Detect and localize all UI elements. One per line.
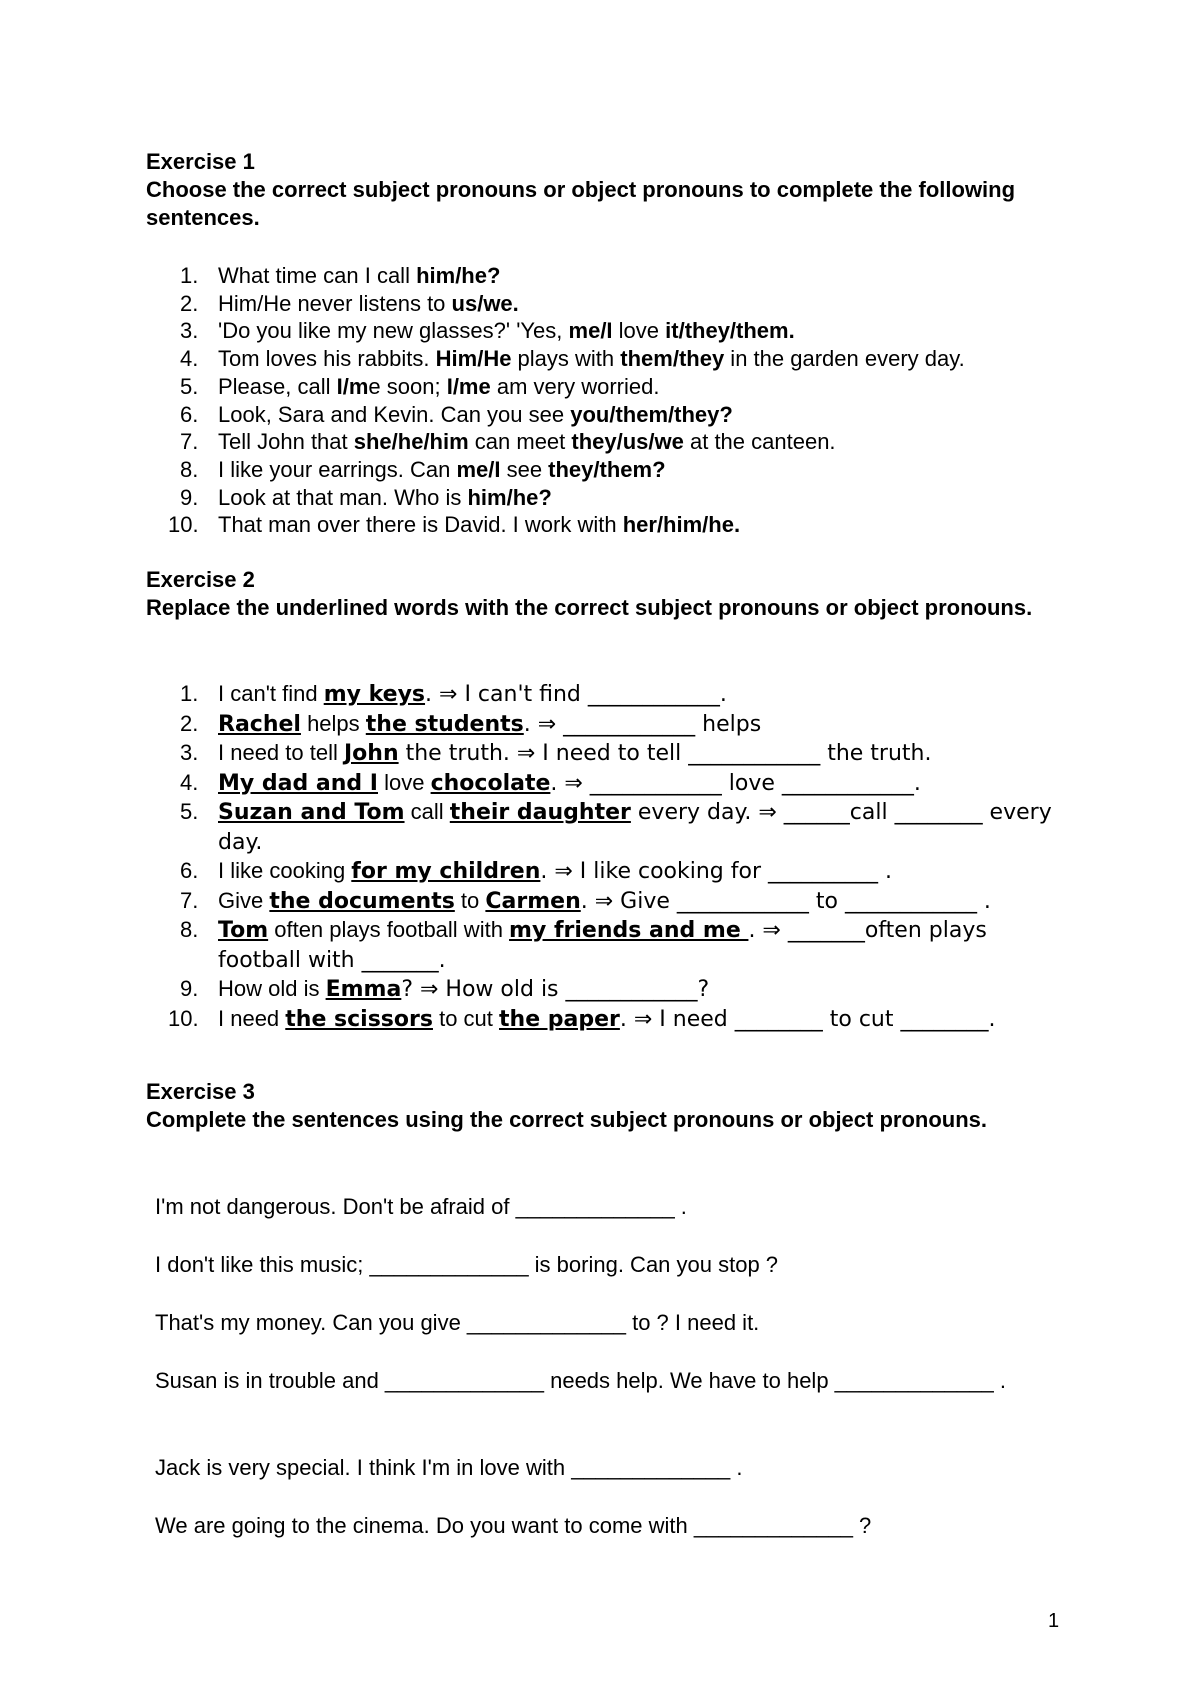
exercise2-item bbox=[146, 857, 1066, 887]
item-text-segment: I can't find bbox=[218, 681, 324, 706]
item-text-segment: love bbox=[612, 318, 666, 344]
item-text-segment: Tell John that bbox=[218, 429, 354, 455]
exercise1-item bbox=[146, 373, 1066, 401]
exercise1-item bbox=[146, 401, 1066, 429]
item-number: 10. bbox=[168, 1005, 199, 1031]
item-text-segment: I need bbox=[218, 1005, 286, 1031]
page-number: 1 bbox=[1048, 1610, 1060, 1632]
exercise2-item bbox=[146, 769, 1066, 799]
exercise1-item bbox=[146, 317, 1066, 345]
exercise-2-heading: Exercise 2 bbox=[146, 567, 255, 592]
exercise-3-instruction: Complete the sentences using the correct subject pronouns or object pronouns. bbox=[146, 1107, 988, 1132]
item-text-segment: often plays football with bbox=[268, 917, 510, 942]
item-text-segment: Him/He bbox=[435, 346, 512, 372]
exercise1-item bbox=[146, 262, 1066, 290]
item-text-segment: helps bbox=[300, 710, 366, 736]
item-text-segment: Look at that man. Who is bbox=[218, 484, 468, 510]
item-text-segment: she/he/him bbox=[353, 429, 469, 455]
item-number: 9. bbox=[180, 484, 199, 510]
item-text-segment: it/they/them. bbox=[665, 318, 795, 344]
item-text-segment: they/them? bbox=[548, 456, 666, 482]
item-text-segment: How old is bbox=[218, 976, 326, 1001]
item-text-segment: the truth. ⇒ I need to tell ____________ the truth. bbox=[398, 741, 932, 766]
item-text-segment: to bbox=[454, 887, 486, 913]
item-text-segment: to cut bbox=[432, 1005, 500, 1031]
item-text-segment: I need to tell bbox=[218, 740, 344, 765]
item-text-segment: him/he? bbox=[416, 263, 501, 288]
item-text-segment: they/us/we bbox=[571, 429, 684, 455]
exercise2-item bbox=[146, 887, 1066, 917]
item-text-segment: you/them/they? bbox=[570, 401, 733, 427]
item-number: 6. bbox=[180, 858, 199, 883]
exercise-2-list bbox=[146, 680, 1066, 1034]
exercise-1-header bbox=[146, 148, 1046, 232]
exercise1-item bbox=[146, 345, 1066, 373]
item-text-segment: Please, call bbox=[218, 373, 337, 399]
exercise2-item bbox=[146, 916, 1066, 975]
item-text-segment: My dad and I bbox=[218, 770, 378, 796]
item-text-segment: Tom loves his rabbits. bbox=[218, 346, 436, 372]
exercise2-item bbox=[146, 975, 1066, 1005]
item-text-segment: every day. ⇒ ______call ________ every day. bbox=[218, 800, 1052, 855]
exercise1-item bbox=[146, 428, 1066, 456]
item-text-segment: Carmen bbox=[485, 888, 581, 914]
item-text-segment: me/I bbox=[456, 456, 501, 482]
exercise-1-heading: Exercise 1 bbox=[146, 149, 255, 174]
exercise-3-sentence: Susan is in trouble and _____________ needs help. We have to help _____________ . bbox=[155, 1368, 1006, 1393]
exercise-1-instruction: Choose the correct subject pronouns or object pronouns to complete the following sentences. bbox=[146, 177, 1016, 230]
item-text-segment: Emma bbox=[325, 977, 402, 1002]
exercise-3-header bbox=[146, 1078, 1046, 1134]
item-text-segment: them/they bbox=[620, 346, 725, 372]
exercise2-item bbox=[146, 739, 1066, 769]
item-text-segment: . ⇒ I need ________ to cut ________. bbox=[619, 1006, 996, 1032]
item-text-segment: us/we. bbox=[451, 290, 519, 316]
item-number: 1. bbox=[180, 263, 199, 288]
item-text-segment: call bbox=[404, 799, 450, 824]
item-text-segment: e soon; bbox=[368, 373, 447, 399]
exercise-3-sentence: We are going to the cinema. Do you want to come with _____________ ? bbox=[155, 1513, 872, 1538]
item-text-segment: the scissors bbox=[285, 1006, 433, 1032]
exercise1-item bbox=[146, 511, 1066, 539]
item-text-segment: I/m bbox=[336, 373, 369, 399]
item-text-segment: at the canteen. bbox=[683, 429, 836, 455]
exercise1-item bbox=[146, 484, 1066, 512]
item-text-segment: me/I bbox=[568, 318, 613, 344]
item-text-segment: my keys bbox=[323, 682, 426, 707]
exercise1-item bbox=[146, 290, 1066, 318]
item-text-segment: That man over there is David. I work with bbox=[218, 512, 623, 538]
exercise2-item bbox=[146, 1005, 1066, 1035]
item-text-segment: ? ⇒ How old is ____________? bbox=[401, 977, 710, 1002]
item-text-segment: in the garden every day. bbox=[724, 346, 965, 372]
item-text-segment: my friends and me bbox=[509, 918, 749, 943]
item-text-segment: chocolate bbox=[430, 770, 551, 796]
item-text-segment: I like your earrings. Can bbox=[218, 456, 457, 482]
item-number: 7. bbox=[180, 887, 199, 913]
exercise-3-sentence: I'm not dangerous. Don't be afraid of _____________ . bbox=[155, 1194, 687, 1219]
item-number: 6. bbox=[180, 401, 199, 427]
item-text-segment: . ⇒ _______often plays football with _______. bbox=[218, 918, 987, 973]
exercise-3-heading: Exercise 3 bbox=[146, 1079, 255, 1104]
item-number: 9. bbox=[180, 976, 199, 1001]
item-text-segment: Give bbox=[218, 887, 270, 913]
item-number: 5. bbox=[180, 799, 199, 824]
item-text-segment: . ⇒ I can't find ____________. bbox=[425, 682, 727, 707]
exercise-2-header bbox=[146, 566, 1046, 622]
item-text-segment: her/him/he. bbox=[622, 512, 741, 538]
item-text-segment: John bbox=[343, 741, 399, 766]
item-number: 3. bbox=[180, 740, 199, 765]
item-text-segment: . ⇒ ____________ helps bbox=[523, 711, 762, 737]
item-text-segment: their daughter bbox=[449, 800, 631, 825]
item-text-segment: I like cooking bbox=[218, 858, 352, 883]
item-text-segment: plays with bbox=[511, 346, 621, 372]
item-text-segment: the students bbox=[365, 711, 524, 737]
item-number: 1. bbox=[180, 681, 199, 706]
item-text-segment: . ⇒ Give ____________ to ____________ . bbox=[580, 888, 991, 914]
exercise2-item bbox=[146, 710, 1066, 740]
item-text-segment: the documents bbox=[269, 888, 455, 914]
item-text-segment: Suzan and Tom bbox=[218, 800, 405, 825]
item-text-segment: 'Do you like my new glasses?' 'Yes, bbox=[218, 318, 569, 344]
item-text-segment: I/me bbox=[446, 373, 491, 399]
item-text-segment: can meet bbox=[468, 429, 572, 455]
item-number: 2. bbox=[180, 290, 199, 316]
item-text-segment: . ⇒ ____________ love ____________. bbox=[550, 770, 921, 796]
item-text-segment: him/he? bbox=[467, 484, 552, 510]
exercise-3-sentence: I don't like this music; _____________ is boring. Can you stop ? bbox=[155, 1252, 779, 1277]
item-number: 4. bbox=[180, 769, 199, 795]
item-number: 3. bbox=[180, 318, 199, 344]
item-number: 10. bbox=[168, 512, 199, 538]
item-number: 8. bbox=[180, 917, 199, 942]
item-number: 4. bbox=[180, 346, 199, 372]
item-text-segment: Look, Sara and Kevin. Can you see bbox=[218, 401, 571, 427]
item-number: 2. bbox=[180, 710, 199, 736]
item-text-segment: for my children bbox=[351, 859, 541, 884]
item-number: 7. bbox=[180, 429, 199, 455]
item-text-segment: see bbox=[500, 456, 549, 482]
item-number: 8. bbox=[180, 456, 199, 482]
exercise2-item bbox=[146, 798, 1066, 857]
item-text-segment: Him/He never listens to bbox=[218, 290, 452, 316]
item-text-segment: am very worried. bbox=[490, 373, 660, 399]
item-text-segment: the paper bbox=[499, 1006, 620, 1032]
item-text-segment: love bbox=[378, 769, 431, 795]
exercise-1-list bbox=[146, 262, 1066, 539]
exercise-3-sentence: Jack is very special. I think I'm in love with _____________ . bbox=[155, 1455, 743, 1480]
item-number: 5. bbox=[180, 373, 199, 399]
exercise-2-instruction: Replace the underlined words with the correct subject pronouns or object pronouns. bbox=[146, 595, 1033, 620]
exercise2-item bbox=[146, 680, 1066, 710]
item-text-segment: . ⇒ I like cooking for __________ . bbox=[540, 859, 892, 884]
item-text-segment: Rachel bbox=[218, 711, 301, 737]
exercise-3-sentence: That's my money. Can you give _____________ to ? I need it. bbox=[155, 1310, 760, 1335]
exercise1-item bbox=[146, 456, 1066, 484]
item-text-segment: Tom bbox=[218, 918, 269, 943]
item-text-segment: What time can I call bbox=[218, 263, 417, 288]
